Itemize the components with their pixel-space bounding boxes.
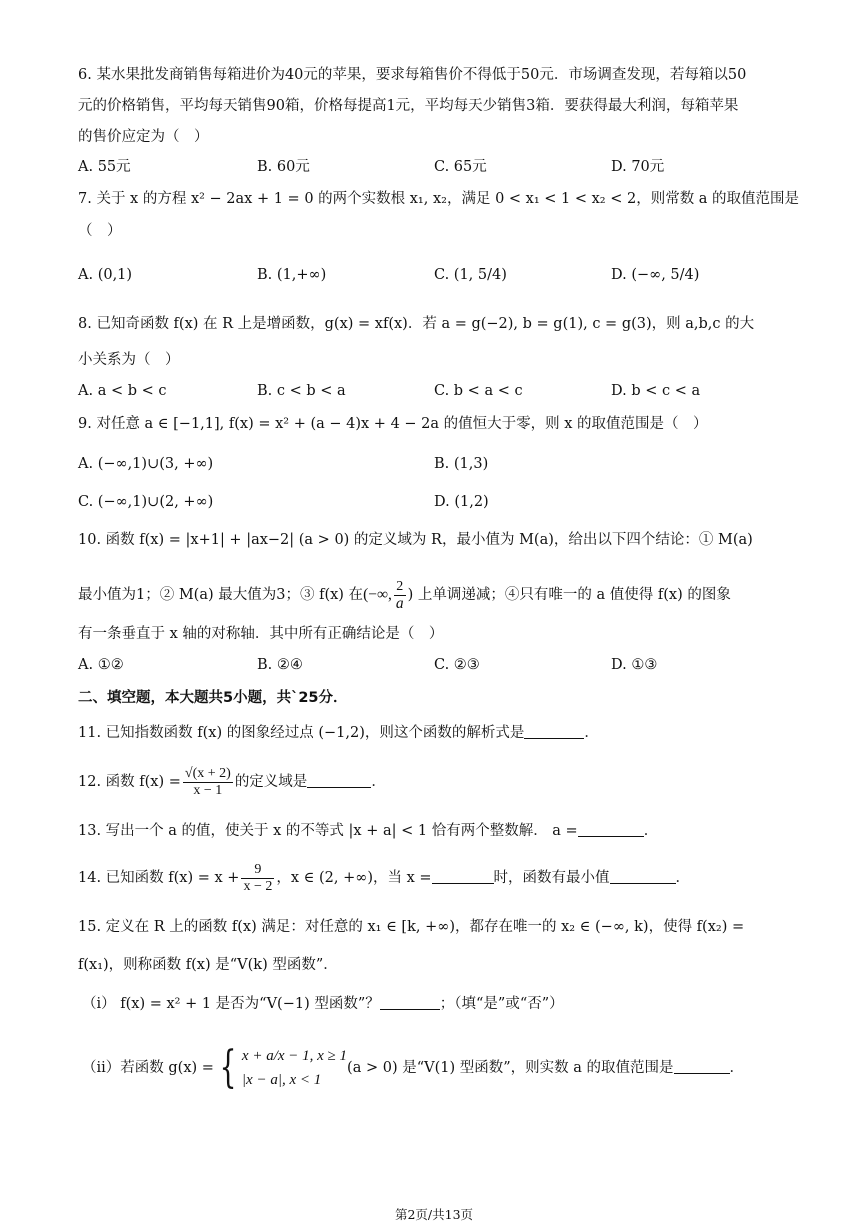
q12-fraction-denominator: x − 1 bbox=[193, 782, 223, 798]
q13-period: ． bbox=[643, 823, 659, 839]
q10-line-2-part-a: 最小值为1；② M(a) 最大值为3；③ f(x) 在 bbox=[78, 587, 364, 603]
q12-answer-blank[interactable] bbox=[307, 773, 371, 788]
q15-line-1: 15. 定义在 R 上的函数 f(x) 满足：对任意的 x₁ ∈ [k, +∞)，都存在唯一的 x₂ ∈ (−∞, k)，使得 f(x₂) = bbox=[78, 919, 745, 935]
q9-line-1: 9. 对任意 a ∈ [−1,1], f(x) = x² + (a − 4)x + 4 − 2a 的值恒大于零，则 x 的取值范围是（ ） bbox=[78, 416, 708, 432]
q6-option-a: A. 55元 bbox=[78, 159, 131, 175]
q10-fraction-numerator: 2 bbox=[394, 579, 406, 596]
q12-fraction-numerator: √(x + 2) bbox=[184, 765, 231, 781]
q15-part-i bbox=[82, 993, 792, 1015]
q14-text-b: ，x ∈ (2, +∞)，当 x = bbox=[276, 870, 432, 886]
q10-option-c: C. ②③ bbox=[434, 657, 480, 673]
q14-fraction-numerator: 9 bbox=[241, 862, 274, 879]
q15-part-i-answer-blank[interactable] bbox=[380, 995, 440, 1010]
q15-part-ii bbox=[82, 1040, 792, 1096]
q15-part-i-text: （i） f(x) = x² + 1 是否为“V(−1) 型函数”？ bbox=[82, 996, 380, 1012]
q7-option-b: B. (1,+∞) bbox=[257, 267, 327, 283]
q12-period: ． bbox=[371, 774, 386, 790]
q6-line-1: 6. 某水果批发商销售每箱进价为40元的苹果，要求每箱售价不得低于50元．市场调查发现，若每箱以50 bbox=[78, 67, 747, 83]
q10-line-3: 有一条垂直于 x 轴的对称轴．其中所有正确结论是（ ） bbox=[78, 626, 444, 642]
q14-fraction bbox=[241, 862, 274, 895]
q11-answer-blank[interactable] bbox=[524, 724, 584, 739]
q10-option-b: B. ②④ bbox=[257, 657, 303, 673]
q12-text-a: 12. 函数 f(x) = bbox=[78, 774, 181, 790]
q9-option-c: C. (−∞,1)∪(2, +∞) bbox=[78, 494, 214, 510]
q8-option-b: B. c < b < a bbox=[257, 383, 346, 399]
q10-fraction bbox=[394, 579, 406, 612]
q15-part-ii-period: ． bbox=[729, 1060, 745, 1076]
q9-option-b: B. (1,3) bbox=[434, 456, 489, 472]
q6-option-d: D. 70元 bbox=[611, 159, 665, 175]
q10-line-2 bbox=[78, 572, 792, 618]
q15-part-i-hint: ；（填“是”或“否”） bbox=[439, 996, 564, 1012]
q10-line-1: 10. 函数 f(x) = |x+1| + |ax−2| (a > 0) 的定义域为 R，最小值为 M(a)，给出以下四个结论：① M(a) bbox=[78, 532, 753, 548]
q12-text-b: 的定义域是 bbox=[234, 774, 308, 790]
q10-option-d: D. ①③ bbox=[611, 657, 658, 673]
q11-text: 11. 已知指数函数 f(x) 的图象经过点 (−1,2)，则这个函数的解析式是 bbox=[78, 725, 525, 741]
q15-part-ii-answer-blank[interactable] bbox=[674, 1059, 730, 1074]
q8-option-c: C. b < a < c bbox=[434, 383, 523, 399]
q12-fraction bbox=[183, 766, 233, 799]
q14-period: ． bbox=[675, 870, 691, 886]
q7-line-1: 7. 关于 x 的方程 x² − 2ax + 1 = 0 的两个实数根 x₁, x₂，满足 0 < x₁ < 1 < x₂ < 2，则常数 a 的取值范围是 bbox=[78, 191, 800, 207]
q7-line-2: （ ） bbox=[78, 223, 122, 239]
q14-answer-blank-x[interactable] bbox=[432, 869, 494, 884]
q6-line-2: 元的价格销售，平均每天销售90箱，价格每提高1元，平均每天少销售3箱．要获得最大利润，每箱苹果 bbox=[78, 98, 739, 114]
q12-line bbox=[78, 760, 792, 804]
q13-text: 13. 写出一个 a 的值，使关于 x 的不等式 |x + a| < 1 恰有两个整数解． a = bbox=[78, 823, 578, 839]
q8-line-1: 8. 已知奇函数 f(x) 在 R 上是增函数，g(x) = xf(x)．若 a = g(−2), b = g(1), c = g(3)，则 a,b,c 的大 bbox=[78, 316, 755, 332]
q15-piecewise-cases bbox=[242, 1044, 347, 1092]
page-footer: 第2页/共13页 bbox=[394, 1207, 474, 1222]
q9-option-d: D. (1,2) bbox=[434, 494, 489, 510]
q14-fraction-denominator: x − 2 bbox=[243, 878, 273, 894]
q6-line-3: 的售价应定为（ ） bbox=[78, 129, 209, 145]
q14-text-a: 14. 已知函数 f(x) = x + bbox=[78, 870, 240, 886]
q14-line bbox=[78, 856, 792, 900]
q8-option-a: A. a < b < c bbox=[78, 383, 167, 399]
q11-period: ． bbox=[584, 725, 599, 741]
q15-case-2: |x − a|, x < 1 bbox=[241, 1072, 322, 1088]
q14-text-c: 时，函数有最小值 bbox=[493, 870, 610, 886]
piecewise-brace-icon: { bbox=[219, 1042, 237, 1093]
section-heading-fill-in: 二、填空题，本大题共5小题，共`25分． bbox=[78, 690, 348, 706]
q10-fraction-denominator: a bbox=[395, 594, 404, 612]
q7-option-d: D. (−∞, 5/4) bbox=[611, 267, 700, 283]
q13-line bbox=[78, 820, 792, 842]
q10-interval-left: (−∞, bbox=[363, 586, 392, 603]
q7-option-c: C. (1, 5/4) bbox=[434, 267, 507, 283]
q15-part-ii-text-b: (a > 0) 是“V(1) 型函数”，则实数 a 的取值范围是 bbox=[347, 1060, 674, 1076]
q13-answer-blank[interactable] bbox=[578, 822, 644, 837]
q9-option-a: A. (−∞,1)∪(3, +∞) bbox=[78, 456, 214, 472]
q8-line-2: 小关系为（ ） bbox=[78, 352, 180, 368]
q6-option-b: B. 60元 bbox=[257, 159, 310, 175]
q7-option-a: A. (0,1) bbox=[78, 267, 133, 283]
q8-option-d: D. b < c < a bbox=[611, 383, 701, 399]
q11-line bbox=[78, 722, 792, 744]
q15-line-2: f(x₁)，则称函数 f(x) 是“V(k) 型函数”． bbox=[78, 957, 338, 973]
q15-part-ii-text-a: （ii）若函数 g(x) = bbox=[82, 1060, 214, 1076]
q15-case-1: x + a/x − 1, x ≥ 1 bbox=[241, 1048, 348, 1064]
q14-answer-blank-min[interactable] bbox=[610, 869, 676, 884]
q6-option-c: C. 65元 bbox=[434, 159, 487, 175]
q10-line-2-part-b: ) 上单调递减；④只有唯一的 a 值使得 f(x) 的图象 bbox=[407, 587, 731, 603]
q10-option-a: A. ①② bbox=[78, 657, 124, 673]
